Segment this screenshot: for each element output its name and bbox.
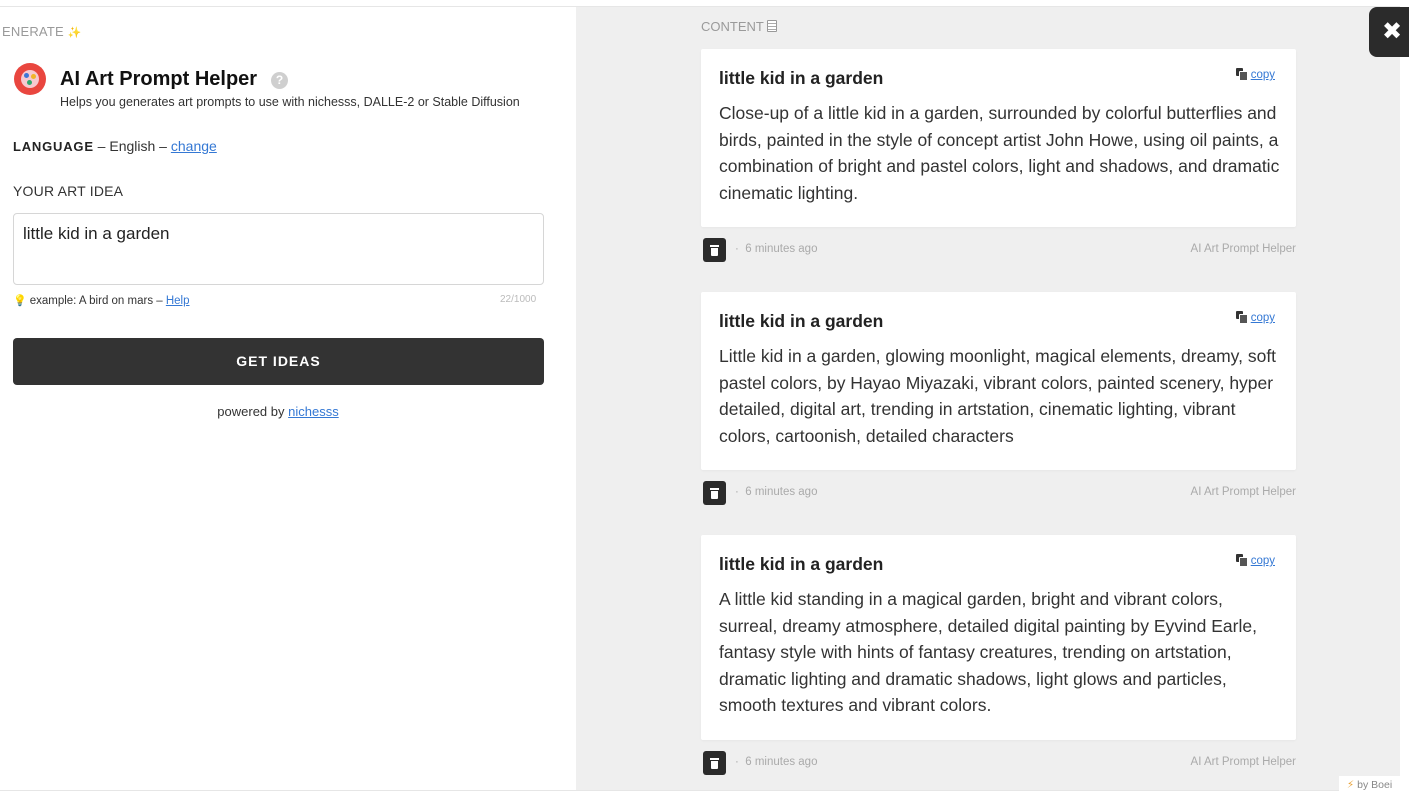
trash-icon[interactable] [703,751,726,775]
result-meta [703,481,1296,505]
result-card [701,292,1296,470]
close-icon[interactable]: ✖ [1369,7,1409,57]
question-circle-icon[interactable]: ? [271,72,288,89]
art-idea-label: YOUR ART IDEA [13,183,124,199]
result-body: A little kid standing in a magical garden, bright and vibrant colors, surreal, dreamy atmosphere, detailed digital painting by Eyvind Earle, fantasy style with hints of fantasy creatures, trending on artstation, dramatic lighting and dramatic shadows, light glows and particles, smooth textures and vibrant colors. [719,589,1257,716]
change-language-link[interactable]: change [170,138,217,154]
result-time: 6 minutes ago [745,486,818,498]
result-timestamp [735,756,817,768]
example-hint-text: example: A bird on mars – [29,295,166,307]
result-timestamp [735,243,817,255]
help-link[interactable]: Help [165,295,190,307]
result-source: AI Art Prompt Helper [1190,486,1296,498]
powered-by-text: powered by [217,404,289,419]
art-idea-input[interactable] [13,213,544,285]
result-title: little kid in a garden [719,68,884,88]
result-meta [703,238,1296,262]
palette-icon [14,63,46,95]
powered-by [0,404,556,419]
copy-icon [1236,554,1247,565]
copy-label: copy [1250,312,1275,324]
meta-bullet: · [735,756,739,768]
lightbulb-icon: 💡 [13,295,27,307]
copy-icon [1236,311,1247,322]
bolt-icon: ⚡ [1346,779,1355,791]
result-meta [703,751,1296,775]
trash-icon[interactable] [703,481,726,505]
generator-panel [0,7,576,793]
copy-icon [1236,68,1247,79]
app-subtitle: Helps you generates art prompts to use with nichesss, DALLE-2 or Stable Diffusion [60,95,520,109]
trash-icon[interactable] [703,238,726,262]
content-heading-label: CONTENT [701,19,764,34]
top-border [0,0,1400,7]
boei-badge[interactable] [1339,776,1400,794]
example-hint [13,294,190,307]
character-counter: 22/1000 [500,294,537,305]
result-time: 6 minutes ago [745,756,818,768]
meta-bullet: · [735,486,739,498]
result-body: Little kid in a garden, glowing moonlight, magical elements, dreamy, soft pastel colors, by Hayao Miyazaki, vibrant colors, painted scenery, hyper detailed, digital art, trending in artstation, cinematic lighting, vibrant colors, cartoonish, detailed characters [719,346,1277,446]
sparkle-icon: ✨ [67,27,82,39]
app-title: AI Art Prompt Helper [60,68,258,90]
copy-label: copy [1250,555,1275,567]
language-row [13,138,217,154]
boei-label: by Boei [1357,779,1393,791]
result-source: AI Art Prompt Helper [1190,243,1296,255]
bottom-border [0,790,1339,800]
result-source: AI Art Prompt Helper [1190,756,1296,768]
content-panel [576,7,1400,790]
document-icon [767,20,777,32]
copy-label: copy [1250,69,1275,81]
copy-button[interactable] [1236,554,1275,567]
content-heading [701,19,777,34]
language-value: English [109,138,156,154]
language-separator: – [155,138,171,154]
result-title: little kid in a garden [719,554,884,574]
result-timestamp [735,486,817,498]
tab-generate[interactable] [2,24,82,39]
result-title: little kid in a garden [719,311,884,331]
result-card [701,49,1296,227]
copy-button[interactable] [1236,68,1275,81]
result-time: 6 minutes ago [745,243,818,255]
result-body: Close-up of a little kid in a garden, surrounded by colorful butterflies and birds, painted in the style of concept artist John Howe, using oil paints, a combination of bright and pastel colors, light and shadows, and dramatic cinematic lighting. [719,103,1280,203]
result-card [701,535,1296,740]
meta-bullet: · [735,243,739,255]
language-label: LANGUAGE [13,139,94,154]
language-separator: – [93,138,110,154]
nichesss-link[interactable]: nichesss [288,404,339,419]
get-ideas-button[interactable]: GET IDEAS [13,338,544,385]
tab-generate-label: ENERATE [2,24,64,39]
copy-button[interactable] [1236,311,1275,324]
